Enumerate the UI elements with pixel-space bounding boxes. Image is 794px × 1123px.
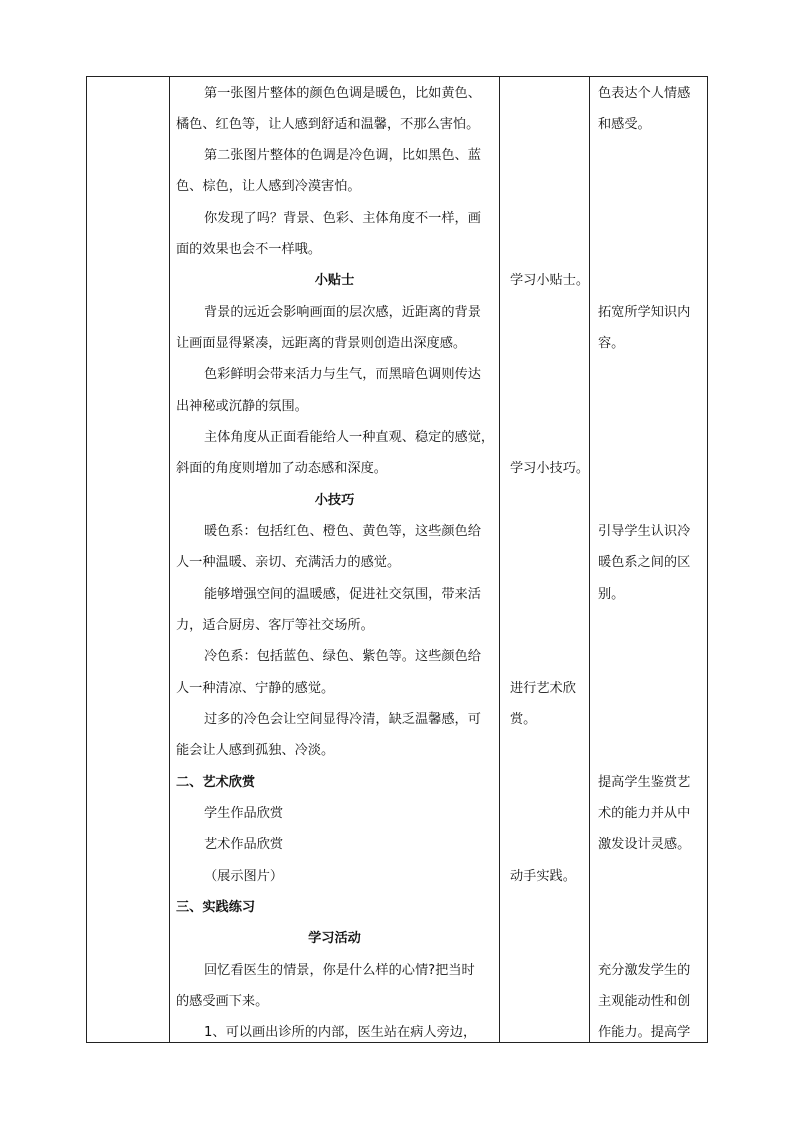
text-line: 色彩鲜明会带来活力与生气，而黑暗色调则传达 xyxy=(204,367,481,383)
subsection-title: 学习活动 xyxy=(308,931,361,947)
text-line: 面的效果也会不一样哦。 xyxy=(176,242,322,258)
text-line: 暖色系：包括红色、橙色、黄色等，这些颜色给 xyxy=(204,524,481,540)
design-intent-text: 作能力。提高学 xyxy=(598,1025,691,1041)
text-line: 能够增强空间的温暖感，促进社交氛围，带来活 xyxy=(204,586,481,602)
section-heading: 三、实践练习 xyxy=(176,900,256,916)
design-intent-text: 术的能力并从中 xyxy=(598,806,691,822)
subsection-title: 小技巧 xyxy=(314,492,355,508)
text-line: 艺术作品欣赏 xyxy=(204,837,284,853)
text-line: 斜面的角度则增加了动态感和深度。 xyxy=(176,461,387,477)
text-line: 力，适合厨房、客厅等社交场所。 xyxy=(176,618,374,634)
subsection-title: 小贴士 xyxy=(314,273,355,289)
design-intent-text: 色表达个人情感 xyxy=(598,85,691,101)
text-line: 橘色、红色等，让人感到舒适和温馨，不那么害怕。 xyxy=(176,116,480,132)
design-intent-text: 容。 xyxy=(598,336,625,352)
lesson-plan-table xyxy=(86,76,708,1043)
text-line: 的感受画下来。 xyxy=(176,994,269,1010)
text-line: 背景的远近会影响画面的层次感，近距离的背景 xyxy=(204,304,481,320)
design-intent-text: 和感受。 xyxy=(598,116,651,132)
design-intent-text: 提高学生鉴赏艺 xyxy=(598,774,691,790)
text-line: 人一种温暖、亲切、充满活力的感觉。 xyxy=(176,555,401,571)
design-intent-text: 激发设计灵感。 xyxy=(598,837,691,853)
text-line: 出神秘或沉静的氛围。 xyxy=(176,398,308,414)
section-column xyxy=(87,77,169,1042)
text-line: 让画面显得紧凑，远距离的背景则创造出深度感。 xyxy=(176,336,467,352)
design-intent-column xyxy=(590,77,708,1042)
text-line: 回忆看医生的情景，你是什么样的心情?把当时 xyxy=(204,962,475,978)
design-intent-text: 拓宽所学知识内 xyxy=(598,304,691,320)
text-line: 第一张图片整体的颜色色调是暖色，比如黄色、 xyxy=(204,85,481,101)
text-line: 能会让人感到孤独、冷淡。 xyxy=(176,743,335,759)
section-heading: 二、艺术欣赏 xyxy=(176,774,256,790)
student-activity-column xyxy=(500,77,589,1042)
student-activity-text: 学习小技巧。 xyxy=(510,461,589,477)
student-activity-text: 赏。 xyxy=(510,712,537,728)
text-line: 色、棕色，让人感到冷漠害怕。 xyxy=(176,179,361,195)
student-activity-text: 学习小贴士。 xyxy=(510,273,589,289)
text-line: 学生作品欣赏 xyxy=(204,806,284,822)
design-intent-text: 主观能动性和创 xyxy=(598,994,691,1010)
text-line: 人一种清凉、宁静的感觉。 xyxy=(176,680,335,696)
text-line: 过多的冷色会让空间显得冷清，缺乏温馨感，可 xyxy=(204,712,481,728)
design-intent-text: 暖色系之间的区 xyxy=(598,555,691,571)
student-activity-text: 进行艺术欣 xyxy=(510,680,576,696)
text-line: 你发现了吗？背景、色彩、主体角度不一样，画 xyxy=(204,210,481,226)
design-intent-text: 引导学生认识冷 xyxy=(598,524,691,540)
text-line: 1、可以画出诊所的内部，医生站在病人旁边， xyxy=(204,1025,477,1041)
design-intent-text: 充分激发学生的 xyxy=(598,962,691,978)
design-intent-text: 别。 xyxy=(598,586,625,602)
text-line: 主体角度从正面看能给人一种直观、稳定的感觉， xyxy=(204,430,495,446)
text-line: （展示图片） xyxy=(204,868,284,884)
text-line: 冷色系：包括蓝色、绿色、紫色等。这些颜色给 xyxy=(204,649,481,665)
student-activity-text: 动手实践。 xyxy=(510,868,576,884)
text-line: 第二张图片整体的色调是冷色调，比如黑色、蓝 xyxy=(204,148,481,164)
teaching-process-column xyxy=(170,77,499,1042)
